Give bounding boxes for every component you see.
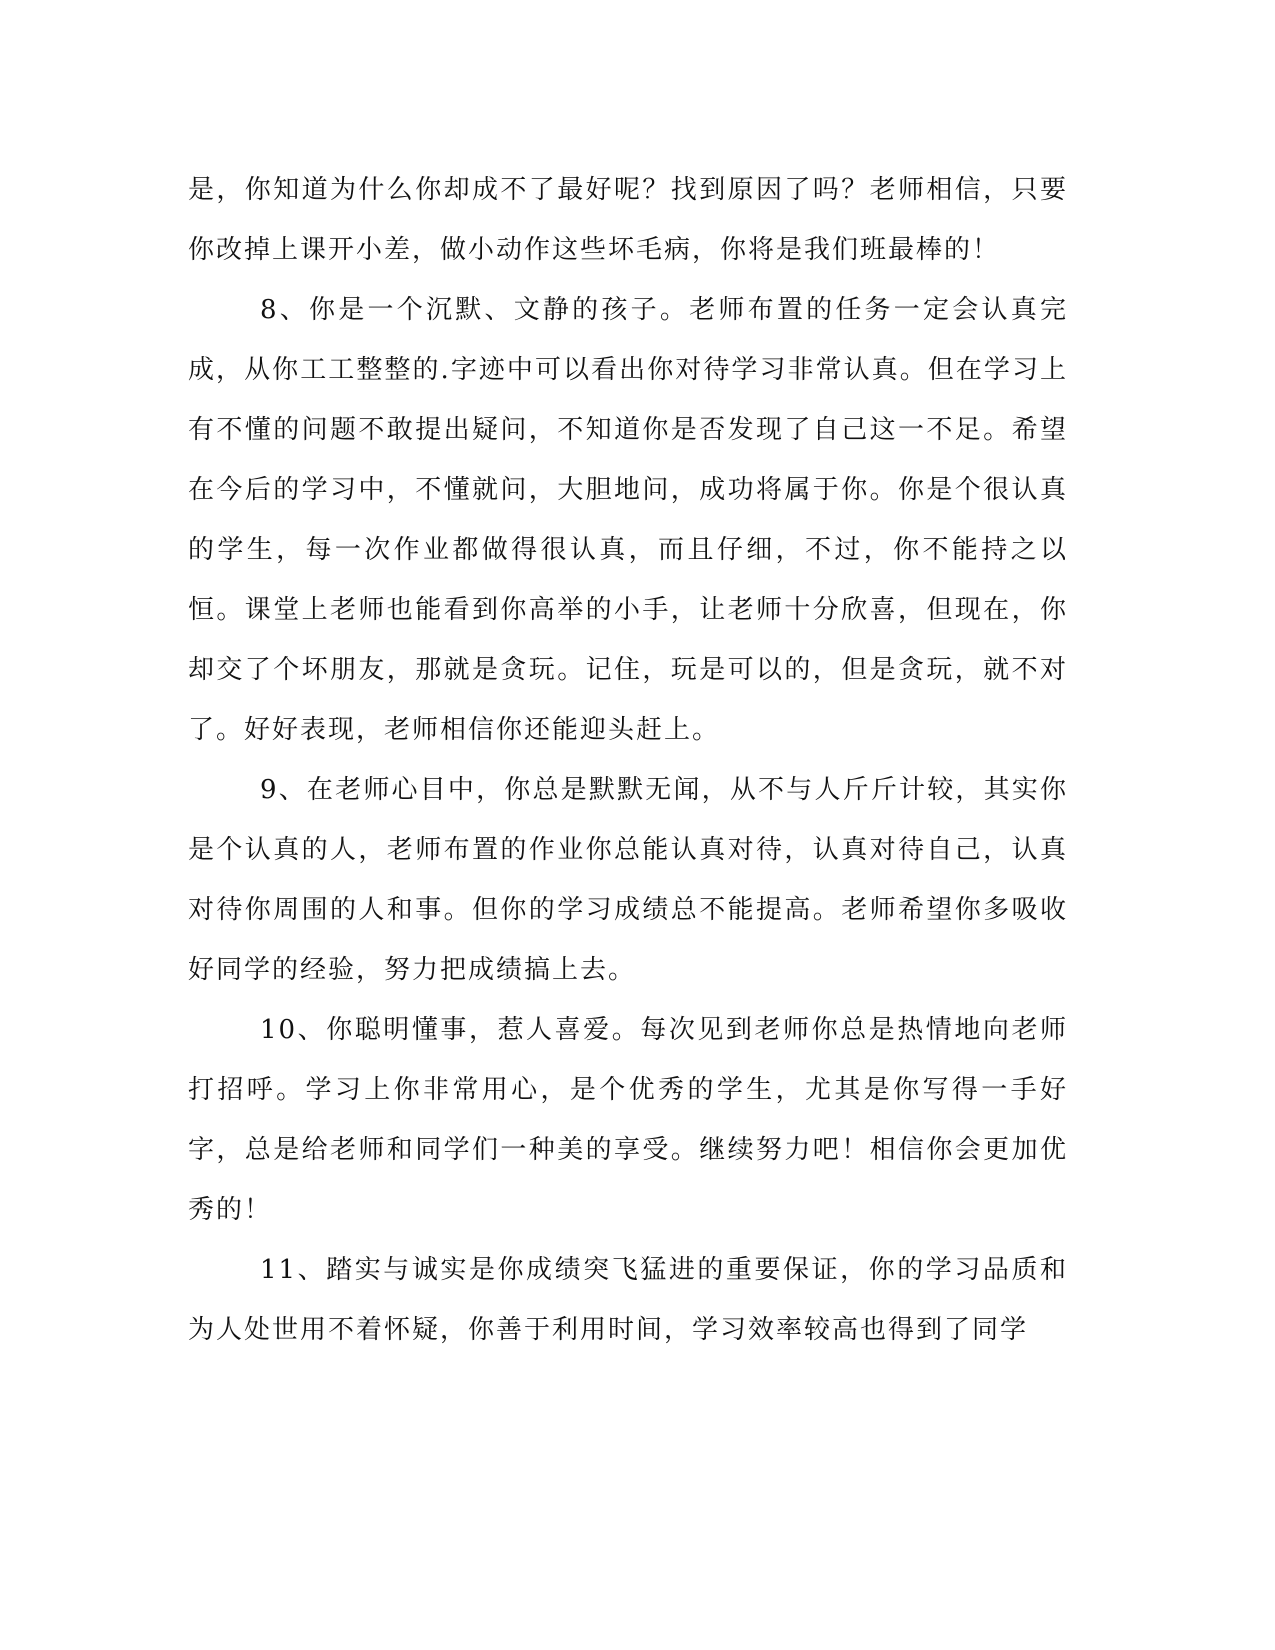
paragraph-item-9: 9、在老师心目中，你总是默默无闻，从不与人斤斤计较，其实你是个认真的人，老师布置的作业你总能认真对待，认真对待自己，认真对待你周围的人和事。但你的学习成绩总不能提高。老师希望你多吸收好同学的经验，努力把成绩搞上去。 bbox=[188, 775, 1068, 985]
document-body bbox=[188, 160, 1068, 1360]
paragraph-item-11: 11、踏实与诚实是你成绩突飞猛进的重要保证，你的学习品质和为人处世用不着怀疑，你善于利用时间，学习效率较高也得到了同学 bbox=[188, 1255, 1068, 1345]
paragraph-item-8: 8、你是一个沉默、文静的孩子。老师布置的任务一定会认真完成，从你工工整整的.字迹中可以看出你对待学习非常认真。但在学习上有不懂的问题不敢提出疑问，不知道你是否发现了自己这一不足。希望在今后的学习中，不懂就问，大胆地问，成功将属于你。你是个很认真的学生，每一次作业都做得很认真，而且仔细，不过，你不能持之以恒。课堂上老师也能看到你高举的小手，让老师十分欣喜，但现在，你却交了个坏朋友，那就是贪玩。记住，玩是可以的，但是贪玩，就不对了。好好表现，老师相信你还能迎头赶上。 bbox=[188, 295, 1068, 745]
paragraph-continuation: 是，你知道为什么你却成不了最好呢？找到原因了吗？老师相信，只要你改掉上课开小差，做小动作这些坏毛病，你将是我们班最棒的！ bbox=[188, 175, 1068, 265]
paragraph-item-10: 10、你聪明懂事，惹人喜爱。每次见到老师你总是热情地向老师打招呼。学习上你非常用心，是个优秀的学生，尤其是你写得一手好字，总是给老师和同学们一种美的享受。继续努力吧！相信你会更加优秀的！ bbox=[188, 1015, 1068, 1225]
